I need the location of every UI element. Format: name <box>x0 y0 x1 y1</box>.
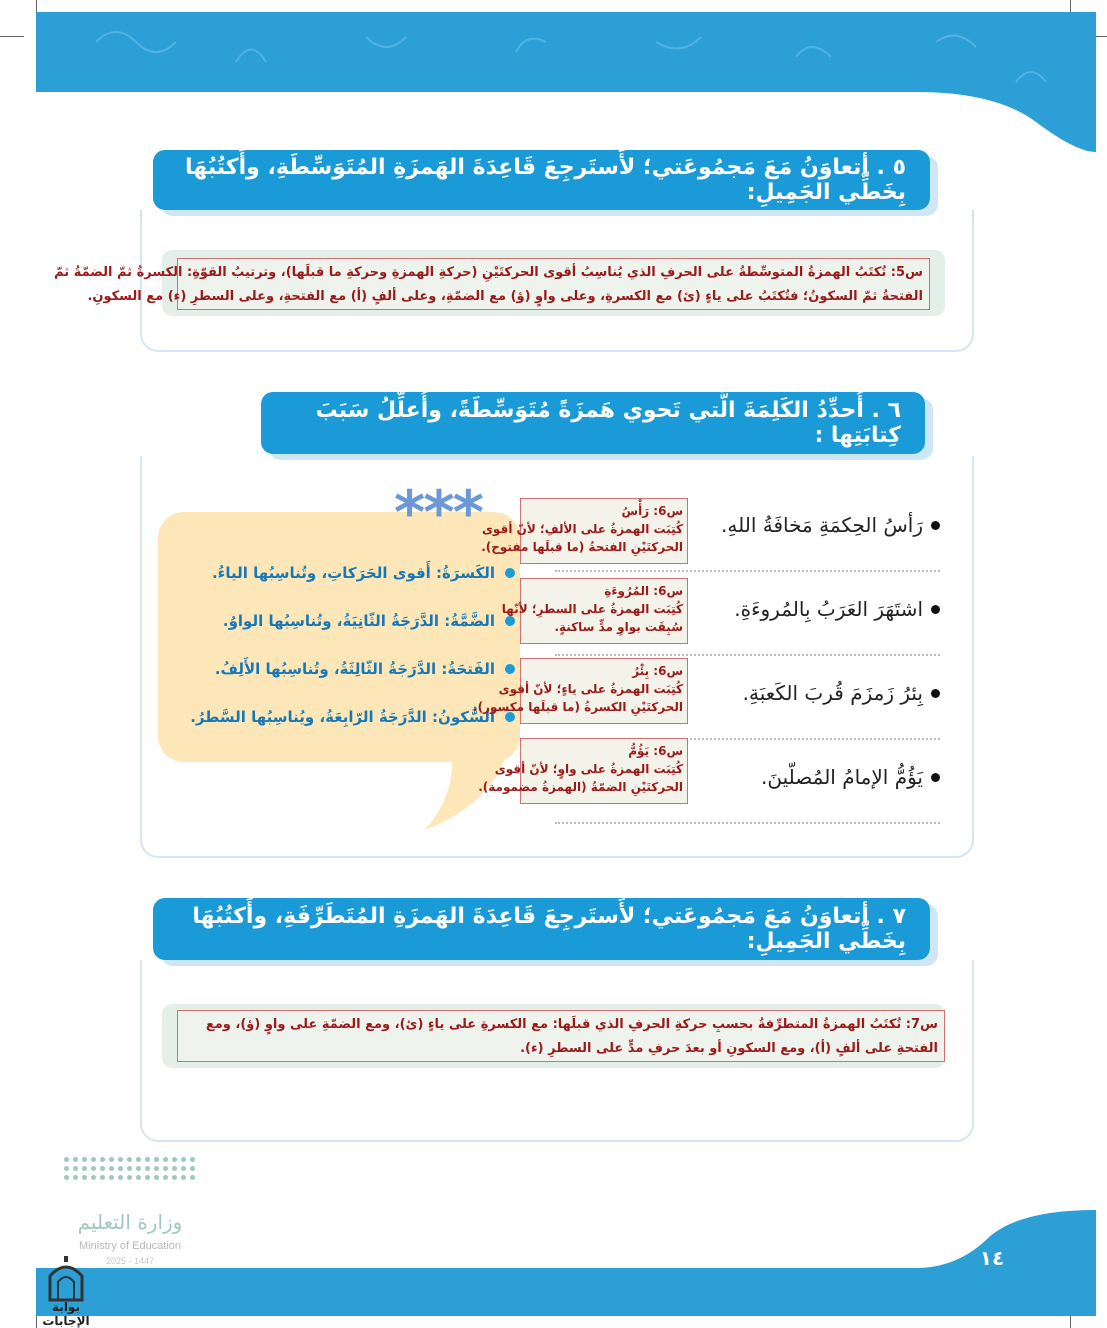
q5-heading-text: ٥ . أتعاوَنُ مَعَ مَجمُوعَتي؛ لأَستَرجِعَ قَاعِدَةَ الهَمزَةِ المُتَوَسِّطَةِ، وأَكتُبُهَا بِخَطِّي الجَمِيلِ: <box>185 155 906 205</box>
q6-heading-text: ٦ . أُحدِّدُ الكَلِمَةَ الَّتي تَحوي هَمزَةً مُتَوَسِّطَةً، وأُعلِّلُ سَبَبَ كِتابَتِها : <box>315 398 901 448</box>
answer-title: س6: رَأْسُ <box>621 504 683 518</box>
bottom-banner-wave <box>36 1210 1096 1316</box>
q6-answer-box-2 <box>501 578 688 644</box>
rule-damma <box>165 608 515 634</box>
q5-answer-box <box>54 258 930 310</box>
crop-mark <box>0 36 24 37</box>
answer-line: كُتِبَت الهمزةُ على ياءٍ؛ لأنّ أقوى <box>498 682 683 696</box>
q7-answer-line2: الفتحةِ على ألفٍ (أ)، ومع السكونِ أو بعدَ حرفِ مدٍّ على السطرِ (ء). <box>520 1041 938 1056</box>
answer-line: كُتِبَت الهمزةُ على الألفِ؛ لأنّ أقوى <box>481 522 683 536</box>
stars-decoration: *** <box>393 478 483 548</box>
q6-sentence-4 <box>700 760 940 794</box>
rule-text: الضَّمَّةُ: الدَّرَجَةُ الثّانِيَةُ، وتُناسِبُها الواوُ. <box>222 612 495 630</box>
ministry-name-en: Ministry of Education <box>78 1240 182 1252</box>
q7-heading <box>153 898 930 960</box>
rule-text: الكَسرَةُ: أَقوى الحَرَكاتِ، وتُناسِبُها الياءُ. <box>211 564 495 582</box>
sentence-text: يَؤُمُّ الإمامُ المُصلّينَ. <box>761 765 923 789</box>
answer-line: سُبِقَت بواوِ مدٍّ ساكنةٍ. <box>554 620 683 634</box>
answer-title: س6: بِئْرُ <box>632 664 683 678</box>
q6-sentence-1 <box>700 508 940 542</box>
sentence-bullet <box>931 773 940 782</box>
answer-line: الحركتَيْنِ الفتحةُ (ما قبلَها مفتوح). <box>481 540 683 554</box>
sentence-bullet <box>931 689 940 698</box>
sentence-text: بِئرُ زَمزَمَ قُربَ الكَعبَةِ. <box>742 681 923 705</box>
q6-heading <box>261 392 925 454</box>
watermark-text: بوابة الإجابات <box>42 1300 90 1328</box>
answer-title: س6: يَؤُمُّ <box>628 744 683 758</box>
rule-bullet <box>505 568 515 578</box>
rule-kasra <box>165 560 515 586</box>
ministry-logo-icon <box>62 1155 198 1201</box>
answer-line: الحركتَيْنِ الضمّةُ (الهمزةُ مضمومة). <box>478 780 683 794</box>
q7-answer-line1: س7: تُكتَبُ الهمزةُ المتطرِّفةُ بحسبِ حركةِ الحرفِ الذي قبلَها: مع الكسرةِ على ياءٍ (ئ)، ومع الضمّةِ على واوٍ (ؤ)، ومع <box>205 1017 938 1032</box>
q6-sentence-3 <box>700 676 940 710</box>
rule-fatha <box>165 656 515 682</box>
sentence-bullet <box>931 605 940 614</box>
q6-answer-box-4 <box>478 738 688 804</box>
top-banner-wave <box>36 12 1096 152</box>
answer-line: الحركتَيْنِ الكسرةُ (ما قبلَها مكسور). <box>473 700 683 714</box>
sentence-text: اشتَهَرَ العَرَبُ بِالمُروءَةِ. <box>734 597 923 621</box>
q5-answer-line2: الفتحةُ ثمّ السكونُ؛ فتُكتَبُ على ياءٍ (ئ) مع الكسرةِ، وعلى واوٍ (ؤ) مع الضمّةِ، وعلى ألفٍ (أ) مع الفتحةِ، وعلى السطرِ (ء) مع السكونِ. <box>87 289 923 304</box>
q6-answer-box-3 <box>473 658 688 724</box>
ministry-name-ar: وزارة التعليم <box>77 1210 183 1234</box>
q6-dotted-line <box>555 822 940 824</box>
rule-text: السُّكونُ: الدَّرَجَةُ الرّابِعَةُ، ويُناسِبُها السَّطرُ. <box>190 708 495 726</box>
q5-heading <box>153 150 930 210</box>
q7-answer-box <box>177 1010 945 1062</box>
q6-dotted-line <box>555 654 940 656</box>
mosque-logo-icon <box>44 1256 88 1302</box>
sentence-bullet <box>931 521 940 530</box>
q6-answer-box-1 <box>481 498 688 564</box>
rule-text: الفَتحَةُ: الدَّرَجَةُ الثّالِثَةُ، وتُناسِبُها الأَلِفُ. <box>214 660 495 678</box>
q6-sentence-2 <box>700 592 940 626</box>
q7-heading-text: ٧ . أتعاوَنُ مَعَ مَجمُوعَتي؛ لأَستَرجِعَ قَاعِدَةَ الهَمزَةِ المُتَطَرِّفَةِ، وأَكتُبُهَا بِخَطِّي الجَمِيلِ: <box>192 904 906 954</box>
rule-sukun <box>165 704 515 730</box>
q6-dotted-line <box>555 570 940 572</box>
q5-answer-line1: س5: تُكتَبُ الهمزةُ المتوسِّطةُ على الحرفِ الذي يُناسِبُ أقوى الحركتَيْنِ (حركةِ الهمزةِ وحركةِ ما قبلَها)، وترتيبُ القوّةِ: الكسرةُ ثمّ الضمّةُ ثمّ <box>54 265 923 280</box>
answer-line: كُتِبَت الهمزةُ على السطرِ؛ لأنّها <box>501 602 683 616</box>
ministry-year: 2025 - 1447 <box>105 1256 155 1266</box>
rule-bullet <box>505 664 515 674</box>
answer-title: س6: المُرُوءَةِ <box>604 584 683 598</box>
page-number: ١٤ <box>979 1246 1005 1270</box>
sentence-text: رَأسُ الحِكمَةِ مَخافَةُ اللهِ. <box>721 513 923 537</box>
answer-line: كُتِبَت الهمزةُ على واوٍ؛ لأنّ أقوى <box>494 762 683 776</box>
